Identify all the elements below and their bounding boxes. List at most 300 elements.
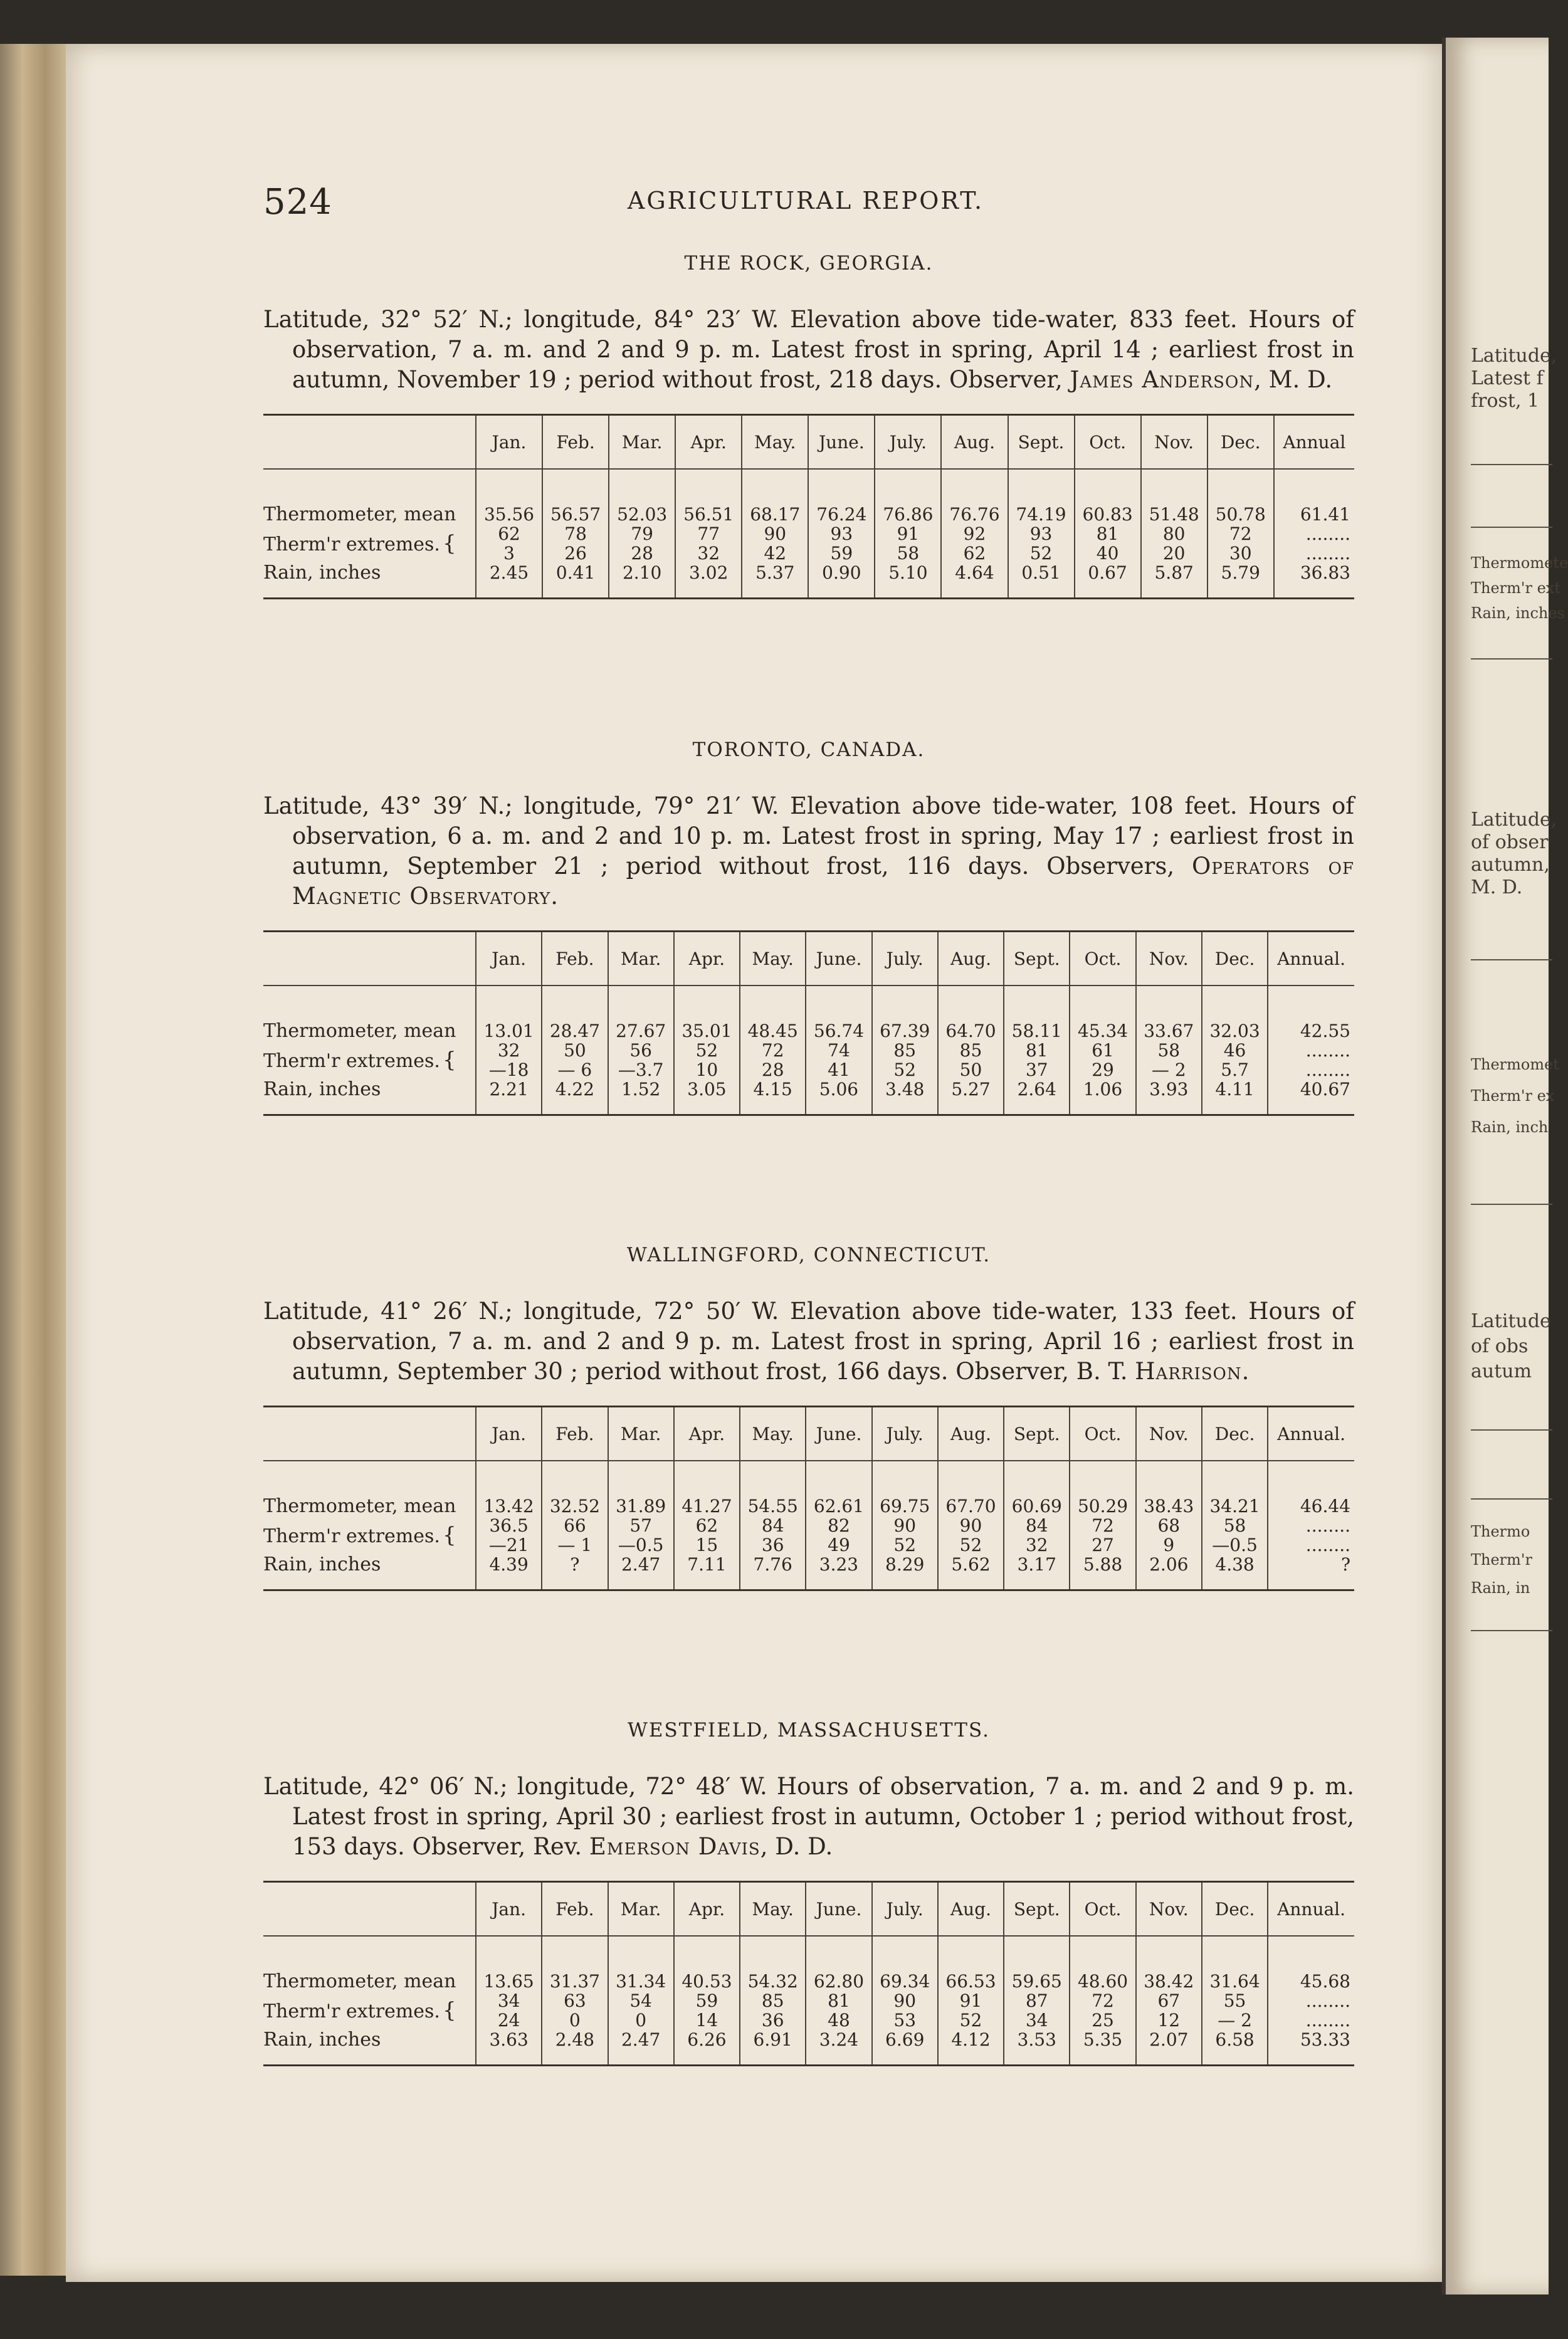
- row-label-therm-extremes: [263, 1041, 473, 1080]
- extreme-min-value: 37: [1025, 1059, 1048, 1080]
- mean-value: 69.75: [880, 1496, 930, 1516]
- month-cell: [542, 1461, 608, 1590]
- station-description: [263, 1772, 1354, 1862]
- station-description: [263, 305, 1354, 395]
- mean-value: 32.03: [1209, 1021, 1260, 1041]
- month-cell: [740, 1936, 806, 2066]
- mean-value: 40.53: [681, 1971, 732, 1992]
- rain-value: 3.02: [689, 562, 729, 583]
- month-cell: [872, 1461, 938, 1590]
- rain-value: 3.63: [489, 2029, 529, 2050]
- row-label-therm-mean: Thermometer, mean: [263, 1020, 456, 1042]
- month-header: Jan.: [476, 1882, 542, 1937]
- month-cell: [1202, 986, 1268, 1115]
- extreme-min-value: 28: [631, 543, 653, 564]
- row-label-therm-mean: Thermometer, mean: [263, 1495, 456, 1517]
- annual-cell: [1268, 986, 1354, 1115]
- adjacent-rule: [1471, 1630, 1552, 1631]
- month-cell: [1004, 1936, 1070, 2066]
- extreme-min-value: 24: [497, 2010, 520, 2031]
- month-header: Nov.: [1136, 1407, 1202, 1461]
- rain-value: 3.24: [819, 2029, 859, 2050]
- table-header-row: [263, 415, 1354, 470]
- month-header: Jan.: [476, 932, 542, 986]
- rain-value: 2.64: [1017, 1079, 1056, 1100]
- month-cell: [674, 1461, 740, 1590]
- month-cell: [872, 986, 938, 1115]
- mean-value: 34.21: [1209, 1496, 1260, 1516]
- extreme-min-value: 32: [697, 543, 720, 564]
- mean-value: 33.67: [1144, 1021, 1194, 1041]
- rain-value: 3.93: [1149, 1079, 1189, 1100]
- extreme-max-value: 66: [564, 1515, 586, 1536]
- extreme-max-value: 62: [695, 1515, 718, 1536]
- month-cell: [1070, 986, 1135, 1115]
- mean-value: 38.43: [1144, 1496, 1194, 1516]
- description-text: .: [550, 883, 559, 910]
- month-cell: [941, 469, 1008, 599]
- annual-cell: [1268, 1936, 1354, 2066]
- adjacent-rule: [1471, 658, 1552, 660]
- table-row: [263, 1461, 1354, 1590]
- month-cell: [1202, 1461, 1268, 1590]
- rain-value: 3.17: [1017, 1554, 1056, 1575]
- extreme-min-value: 0: [635, 2010, 647, 2031]
- mean-value: 50.78: [1215, 504, 1266, 525]
- rain-value: 0.41: [555, 562, 596, 583]
- adjacent-text: Rain, inches: [1471, 604, 1565, 622]
- mean-value: 74.19: [1016, 504, 1066, 525]
- month-header: Feb.: [542, 1407, 608, 1461]
- annual-header: Annual.: [1268, 1407, 1354, 1461]
- station-title: WALLINGFORD, CONNECTICUT.: [626, 1244, 991, 1266]
- month-header: Feb.: [542, 1882, 608, 1937]
- month-cell: [808, 469, 875, 599]
- month-cell: [476, 1936, 542, 2066]
- month-cell: [1136, 1936, 1202, 2066]
- month-cell: [740, 986, 806, 1115]
- station-section: [263, 1719, 1354, 2066]
- extreme-max-value: 72: [761, 1040, 784, 1061]
- mean-value: 60.69: [1011, 1496, 1062, 1516]
- extreme-max-value: 90: [893, 1990, 917, 2011]
- month-header: May.: [740, 932, 806, 986]
- mean-value: 31.34: [616, 1971, 666, 1992]
- rain-value: 36.83: [1300, 562, 1350, 583]
- table-row: [263, 469, 1354, 599]
- month-header: Oct.: [1070, 1407, 1135, 1461]
- extreme-max-value: 81: [1096, 523, 1119, 544]
- page-number: 524: [263, 182, 332, 223]
- extreme-min-value: 52: [1029, 543, 1053, 564]
- extreme-max-value: 91: [897, 523, 920, 544]
- mean-value: 38.42: [1144, 1971, 1194, 1992]
- extreme-min-value: 58: [897, 543, 920, 564]
- extreme-max-value: 57: [629, 1515, 652, 1536]
- extreme-max-value: 72: [1092, 1515, 1114, 1536]
- mean-value: 76.24: [816, 504, 867, 525]
- station-section: [263, 1244, 1354, 1591]
- adjacent-text: of obs: [1471, 1335, 1529, 1357]
- adjacent-text: Therm'r ex: [1471, 1087, 1555, 1105]
- month-cell: [608, 986, 674, 1115]
- mean-value: 50.29: [1077, 1496, 1129, 1516]
- month-cell: [1070, 1936, 1135, 2066]
- mean-value: 46.44: [1300, 1496, 1350, 1516]
- observer-name: Harrison: [1135, 1358, 1242, 1385]
- rain-value: 4.64: [955, 562, 994, 583]
- month-header: Dec.: [1202, 932, 1268, 986]
- month-cell: [675, 469, 742, 599]
- extreme-max-value: 61: [1092, 1040, 1114, 1061]
- rain-value: 3.23: [819, 1554, 859, 1575]
- mean-value: 59.65: [1011, 1971, 1062, 1992]
- description-text: Latitude, 32° 52′ N.; longitude, 84° 23′ W. Elevation above tide-water, 833 feet. Hours of observation, 7 a. m. and 2 and 9 p. m. Latest frost in spring, April 14 ; earliest frost in autumn, November 19 ; period without frost, 218 days. Observer,: [263, 306, 1354, 393]
- mean-value: 58.11: [1011, 1021, 1062, 1041]
- month-cell: [476, 469, 542, 599]
- extreme-min-value: 29: [1092, 1059, 1114, 1080]
- extreme-max-value: 85: [761, 1990, 784, 2011]
- extreme-min-value: 28: [761, 1059, 784, 1080]
- extreme-max-value: 92: [963, 523, 986, 544]
- month-header: June.: [806, 1407, 871, 1461]
- extreme-min-value: 50: [959, 1059, 982, 1080]
- extreme-max-value: 78: [564, 523, 587, 544]
- book-page-edges: [0, 44, 75, 2276]
- month-cell: [1141, 469, 1208, 599]
- month-header: Sept.: [1004, 932, 1070, 986]
- extreme-min-value: 41: [828, 1059, 850, 1080]
- adjacent-text: Thermo: [1471, 1523, 1530, 1540]
- month-cell: [806, 986, 871, 1115]
- row-label-rain: Rain, inches: [263, 2029, 381, 2051]
- extreme-max-value: 79: [631, 523, 653, 544]
- table-row: [263, 986, 1354, 1115]
- mean-value: 45.34: [1077, 1021, 1129, 1041]
- extreme-min-value: 34: [1025, 2010, 1048, 2031]
- annual-cell: [1274, 469, 1354, 599]
- month-header: Jan.: [476, 415, 542, 470]
- station-section: [263, 738, 1354, 1116]
- table-header-row: [263, 932, 1354, 986]
- extreme-min-value: 36: [761, 2010, 784, 2031]
- observer-name: Emerson Davis: [589, 1833, 760, 1860]
- running-head: AGRICULTURAL REPORT.: [627, 187, 984, 214]
- rain-value: 1.06: [1083, 1079, 1123, 1100]
- rain-value: 40.67: [1300, 1079, 1350, 1100]
- table-header-row: [263, 1882, 1354, 1937]
- month-header: Jan.: [476, 1407, 542, 1461]
- month-cell: [806, 1461, 871, 1590]
- extreme-min-value: — 1: [557, 1535, 592, 1555]
- extreme-max-value: 62: [498, 523, 520, 544]
- mean-value: 27.67: [616, 1021, 666, 1041]
- annual-header: Annual.: [1268, 1882, 1354, 1937]
- rain-value: 6.69: [885, 2029, 925, 2050]
- rain-value: 7.76: [753, 1554, 792, 1575]
- row-labels-cell: [263, 1936, 476, 2066]
- extreme-min-value: 26: [564, 543, 587, 564]
- adjacent-text: M. D.: [1471, 876, 1523, 898]
- rain-value: 5.35: [1083, 2029, 1123, 2050]
- extreme-min-value: 25: [1092, 2010, 1114, 2031]
- month-cell: [742, 469, 808, 599]
- description-text: , D. D.: [760, 1833, 833, 1860]
- month-header: Oct.: [1070, 932, 1135, 986]
- mean-value: 68.17: [750, 504, 801, 525]
- adjacent-text: Latest f: [1471, 367, 1544, 389]
- rain-value: 2.21: [489, 1079, 529, 1100]
- extreme-max-value: 84: [761, 1515, 784, 1536]
- extreme-min-value: 15: [695, 1535, 718, 1555]
- extreme-max-value: 81: [1025, 1040, 1048, 1061]
- mean-value: 32.52: [549, 1496, 600, 1516]
- month-header: Nov.: [1136, 932, 1202, 986]
- extreme-min-value: 9: [1163, 1535, 1175, 1555]
- extreme-max-value: 34: [497, 1990, 520, 2011]
- month-cell: [1136, 1461, 1202, 1590]
- mean-value: 62.80: [813, 1971, 865, 1992]
- month-header: Aug.: [938, 932, 1004, 986]
- month-header: June.: [808, 415, 875, 470]
- rain-value: 4.15: [753, 1079, 792, 1100]
- row-label-rain: Rain, inches: [263, 1078, 381, 1100]
- mean-value: 13.42: [483, 1496, 534, 1516]
- brace-glyph: {: [442, 1523, 456, 1548]
- extreme-max-value: 32: [497, 1040, 520, 1061]
- brace-glyph: {: [442, 1048, 456, 1073]
- description-text: .: [1241, 1358, 1250, 1385]
- row-label-text: Therm'r extremes.: [263, 1050, 440, 1072]
- table-header-row: [263, 1407, 1354, 1461]
- adjacent-text: autum: [1471, 1360, 1532, 1382]
- rain-value: ?: [570, 1554, 580, 1575]
- extreme-max-value: 81: [828, 1990, 850, 2011]
- extreme-min-value: 27: [1092, 1535, 1114, 1555]
- observer-name: James Anderson: [1070, 366, 1255, 393]
- observations-table: [263, 1881, 1354, 2066]
- extreme-min-value: 10: [695, 1059, 718, 1080]
- rain-value: 5.62: [951, 1554, 991, 1575]
- mean-value: 67.39: [880, 1021, 930, 1041]
- month-header: Nov.: [1136, 1882, 1202, 1937]
- extreme-max-value: 90: [764, 523, 787, 544]
- extreme-max-value: ........: [1305, 1990, 1350, 2011]
- adjacent-rule: [1471, 464, 1552, 465]
- month-header: May.: [742, 415, 808, 470]
- mean-value: 54.32: [747, 1971, 798, 1992]
- rain-value: 5.10: [888, 562, 928, 583]
- mean-value: 54.55: [747, 1496, 798, 1516]
- month-header: Apr.: [674, 1407, 740, 1461]
- adjacent-rule: [1471, 1204, 1552, 1205]
- extreme-min-value: 48: [828, 2010, 850, 2031]
- rain-value: 2.47: [621, 2029, 661, 2050]
- rain-value: 2.10: [622, 562, 662, 583]
- extreme-max-value: 58: [1157, 1040, 1181, 1061]
- observations-table: [263, 414, 1354, 599]
- extreme-min-value: 5.7: [1221, 1059, 1249, 1080]
- mean-value: 13.65: [483, 1971, 534, 1992]
- extreme-min-value: — 2: [1218, 2010, 1252, 2031]
- month-header: Oct.: [1070, 1882, 1135, 1937]
- extreme-max-value: 84: [1025, 1515, 1048, 1536]
- rain-value: 5.79: [1221, 562, 1260, 583]
- month-cell: [476, 986, 542, 1115]
- extreme-max-value: ........: [1305, 523, 1350, 544]
- month-cell: [1070, 1461, 1135, 1590]
- adjacent-text: Latitude,: [1471, 809, 1557, 831]
- mean-value: 48.60: [1077, 1971, 1129, 1992]
- station-title: TORONTO, CANADA.: [692, 738, 925, 761]
- label-column-header: [263, 1882, 476, 1937]
- extreme-max-value: 67: [1157, 1990, 1181, 2011]
- rain-value: 2.45: [489, 562, 529, 583]
- adjacent-text: Latitude: [1471, 1310, 1551, 1332]
- month-header: Apr.: [675, 415, 742, 470]
- mean-value: 28.47: [549, 1021, 600, 1041]
- extreme-min-value: —0.5: [1212, 1535, 1258, 1555]
- extreme-min-value: —0.5: [618, 1535, 664, 1555]
- month-header: Sept.: [1004, 1407, 1070, 1461]
- rain-value: 4.11: [1215, 1079, 1255, 1100]
- extreme-min-value: 49: [828, 1535, 850, 1555]
- row-label-text: Therm'r extremes.: [263, 534, 440, 555]
- rain-value: 8.29: [885, 1554, 925, 1575]
- station-title: THE ROCK, GEORGIA.: [684, 252, 934, 275]
- extreme-max-value: 54: [629, 1990, 652, 2011]
- extreme-min-value: —3.7: [618, 1059, 664, 1080]
- month-cell: [1004, 1461, 1070, 1590]
- extreme-min-value: 36: [761, 1535, 784, 1555]
- mean-value: 52.03: [617, 504, 668, 525]
- mean-value: 31.64: [1209, 1971, 1260, 1992]
- rain-value: 0.67: [1088, 562, 1127, 583]
- station-description: [263, 791, 1354, 912]
- extreme-min-value: —18: [488, 1059, 529, 1080]
- month-header: July.: [872, 932, 938, 986]
- month-header: Sept.: [1008, 415, 1075, 470]
- month-cell: [476, 1461, 542, 1590]
- mean-value: 76.86: [883, 504, 934, 525]
- extreme-max-value: 90: [959, 1515, 982, 1536]
- label-column-header: [263, 415, 476, 470]
- mean-value: 56.57: [550, 504, 601, 525]
- month-cell: [1075, 469, 1141, 599]
- month-cell: [938, 1461, 1004, 1590]
- month-header: Aug.: [938, 1882, 1004, 1937]
- extreme-min-value: 40: [1096, 543, 1119, 564]
- mean-value: 42.55: [1300, 1021, 1350, 1041]
- adjacent-text: Latitude,: [1471, 345, 1557, 367]
- extreme-min-value: 52: [893, 1059, 917, 1080]
- rain-value: 6.91: [753, 2029, 792, 2050]
- extreme-max-value: 85: [959, 1040, 982, 1061]
- month-cell: [542, 986, 608, 1115]
- extreme-min-value: 42: [764, 543, 787, 564]
- month-cell: [608, 1461, 674, 1590]
- month-header: July.: [872, 1407, 938, 1461]
- station-description: [263, 1296, 1354, 1387]
- adjacent-page-fragment: [1442, 38, 1568, 2294]
- mean-value: 56.74: [813, 1021, 865, 1041]
- month-cell: [1004, 986, 1070, 1115]
- month-header: Dec.: [1202, 1882, 1268, 1937]
- extreme-max-value: 58: [1223, 1515, 1246, 1536]
- extreme-max-value: 74: [828, 1040, 850, 1061]
- extreme-min-value: —21: [488, 1535, 529, 1555]
- extreme-min-value: 30: [1229, 543, 1252, 564]
- month-header: Nov.: [1141, 415, 1208, 470]
- extreme-max-value: 63: [564, 1990, 586, 2011]
- extreme-max-value: 46: [1223, 1040, 1246, 1061]
- mean-value: 51.48: [1149, 504, 1199, 525]
- rain-value: 4.12: [951, 2029, 991, 2050]
- month-header: Aug.: [941, 415, 1008, 470]
- extreme-min-value: ........: [1305, 2010, 1350, 2031]
- rain-value: 3.48: [885, 1079, 925, 1100]
- row-label-therm-extremes: [263, 1991, 473, 2030]
- month-header: Aug.: [938, 1407, 1004, 1461]
- month-cell: [674, 1936, 740, 2066]
- mean-value: 13.01: [483, 1021, 534, 1041]
- rain-value: 5.88: [1083, 1554, 1123, 1575]
- month-header: June.: [806, 1882, 871, 1937]
- month-header: July.: [875, 415, 941, 470]
- mean-value: 56.51: [683, 504, 734, 525]
- extreme-min-value: ........: [1305, 1535, 1350, 1555]
- station-section: [263, 252, 1354, 599]
- rain-value: 2.06: [1149, 1554, 1189, 1575]
- extreme-max-value: 72: [1092, 1990, 1114, 2011]
- mean-value: 31.89: [616, 1496, 666, 1516]
- month-cell: [806, 1936, 871, 2066]
- extreme-min-value: 62: [963, 543, 986, 564]
- adjacent-text: of obser: [1471, 831, 1549, 853]
- description-text: , M. D.: [1254, 366, 1333, 393]
- row-label-therm-mean: Thermometer, mean: [263, 1970, 456, 1992]
- observer-name: Operators of Magnetic Observatory: [292, 853, 1354, 910]
- rain-value: 0.51: [1021, 562, 1061, 583]
- extreme-min-value: 12: [1157, 2010, 1181, 2031]
- month-cell: [938, 986, 1004, 1115]
- mean-value: 61.41: [1300, 504, 1350, 525]
- mean-value: 35.56: [483, 504, 535, 525]
- mean-value: 60.83: [1082, 504, 1133, 525]
- month-header: May.: [740, 1882, 806, 1937]
- row-label-therm-extremes: [263, 1516, 473, 1555]
- observations-table: [263, 930, 1354, 1116]
- rain-value: 6.26: [687, 2029, 727, 2050]
- month-cell: [1136, 986, 1202, 1115]
- extreme-max-value: 59: [695, 1990, 718, 2011]
- mean-value: 64.70: [945, 1021, 996, 1041]
- mean-value: 67.70: [945, 1496, 996, 1516]
- row-label-text: Therm'r extremes.: [263, 1525, 440, 1547]
- rain-value: 0.90: [822, 562, 861, 583]
- extreme-min-value: 20: [1162, 543, 1186, 564]
- month-cell: [609, 469, 675, 599]
- extreme-min-value: 0: [569, 2010, 581, 2031]
- extreme-max-value: 93: [1029, 523, 1053, 544]
- adjacent-text: Rain, in: [1471, 1579, 1530, 1597]
- extreme-min-value: 53: [893, 2010, 917, 2031]
- mean-value: 48.45: [747, 1021, 798, 1041]
- rain-value: 2.47: [621, 1554, 661, 1575]
- month-cell: [938, 1936, 1004, 2066]
- brace-glyph: {: [442, 531, 456, 556]
- extreme-max-value: 85: [893, 1040, 917, 1061]
